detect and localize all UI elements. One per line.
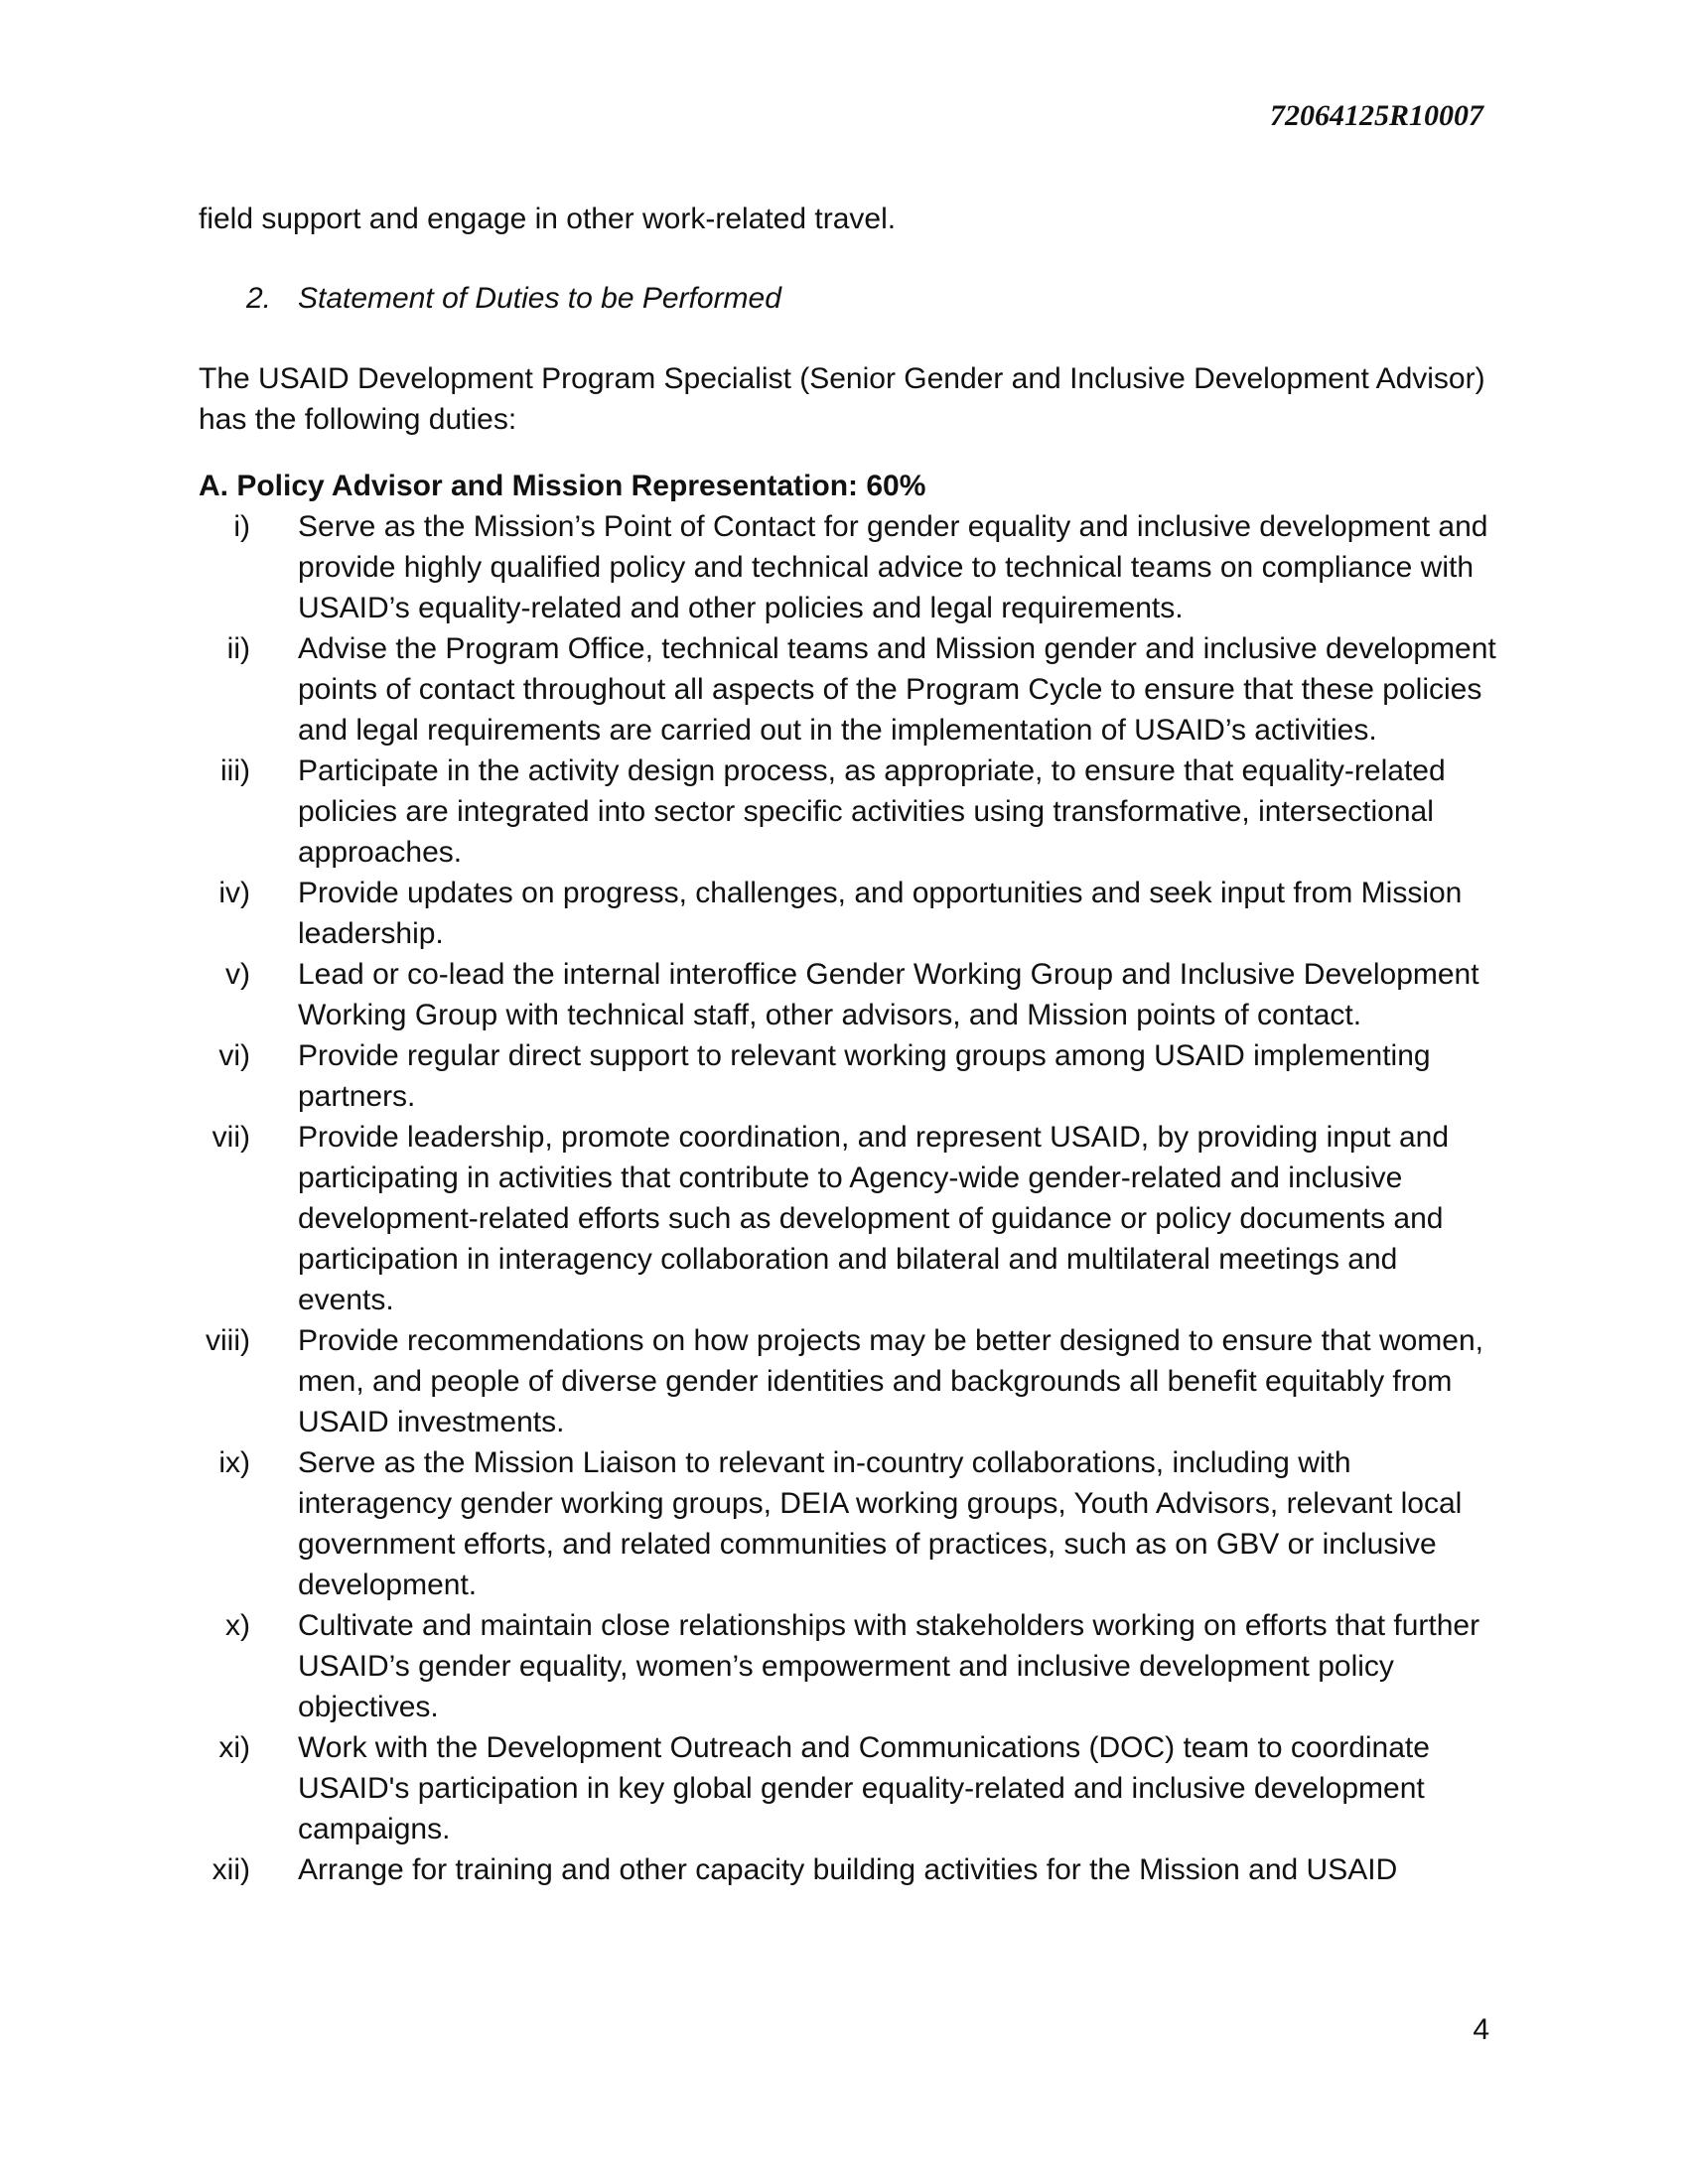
duty-text: Work with the Development Outreach and Communications (DOC) team to coordinate USAID's participation in key global gender equality-related and inclusive development campaigns. xyxy=(298,1731,1430,1845)
duty-numeral: ii) xyxy=(226,632,250,665)
section-number: 2. xyxy=(246,282,272,315)
duty-text: Arrange for training and other capacity building activities for the Mission and USAID xyxy=(298,1853,1398,1886)
duty-text: Serve as the Mission’s Point of Contact for gender equality and inclusive development and provide highly qualified policy and technical advice to technical teams on compliance with USAID’s equality-related and other policies and legal requirements. xyxy=(298,510,1488,624)
duty-item xyxy=(149,1442,1499,1605)
section-heading xyxy=(246,278,781,319)
duty-item xyxy=(149,954,1499,1035)
duty-numeral: i) xyxy=(233,510,250,543)
duty-text: Participate in the activity design process, as appropriate, to ensure that equality-related policies are integrated into sector specific activities using transformative, intersectional approaches. xyxy=(298,754,1446,869)
duty-numeral: v) xyxy=(225,958,250,991)
duty-text: Advise the Program Office, technical teams and Mission gender and inclusive development points of contact throughout all aspects of the Program Cycle to ensure that these policies and legal requirements are carried out in the implementation of USAID’s activities. xyxy=(298,632,1496,747)
duty-item xyxy=(149,1605,1499,1727)
duty-numeral: xi) xyxy=(218,1731,250,1764)
duty-numeral: vi) xyxy=(218,1039,250,1072)
document-reference-number: 72064125R10007 xyxy=(1269,99,1483,132)
duty-item xyxy=(149,1035,1499,1117)
lead-paragraph: The USAID Development Program Specialist (Senior Gender and Inclusive Development Advisor) has the following duties: xyxy=(199,362,1485,436)
duty-text: Lead or co-lead the internal interoffice Gender Working Group and Inclusive Development Working Group with technical staff, other advisors, and Mission points of contact. xyxy=(298,958,1479,1031)
duty-text: Cultivate and maintain close relationships with stakeholders working on efforts that further USAID’s gender equality, women’s empowerment and inclusive development policy objectives. xyxy=(298,1609,1480,1723)
duty-numeral: x) xyxy=(225,1609,250,1642)
duty-numeral: iv) xyxy=(218,877,250,909)
duty-item xyxy=(149,751,1499,873)
duties-list xyxy=(149,506,1499,1890)
intro-text: field support and engage in other work-related travel. xyxy=(199,203,897,235)
duty-numeral: iii) xyxy=(220,754,250,787)
duty-text: Serve as the Mission Liaison to relevant in-country collaborations, including with interagency gender working groups, DEIA working groups, Youth Advisors, relevant local government efforts, and related communities of practices, such as on GBV or inclusive development. xyxy=(298,1446,1463,1601)
duty-text: Provide leadership, promote coordination, and represent USAID, by providing input and participating in activities that contribute to Agency-wide gender-related and inclusive development-related efforts such as development of guidance or policy documents and participation in interagency collaboration and bilateral and multilateral meetings and events. xyxy=(298,1121,1450,1316)
duty-item xyxy=(149,628,1499,751)
duty-numeral: ix) xyxy=(218,1446,250,1479)
duty-numeral: vii) xyxy=(211,1121,250,1154)
duty-item xyxy=(149,1727,1499,1849)
duty-numeral: viii) xyxy=(206,1324,250,1357)
page-number: 4 xyxy=(1473,2013,1489,2046)
duty-item xyxy=(149,1117,1499,1320)
duty-item xyxy=(149,1320,1499,1442)
duty-numeral: xii) xyxy=(211,1853,250,1886)
duty-item xyxy=(149,873,1499,954)
section-title: Statement of Duties to be Performed xyxy=(298,282,781,315)
duty-text: Provide regular direct support to relevant working groups among USAID implementing partners. xyxy=(298,1039,1431,1113)
duty-item xyxy=(149,1849,1499,1890)
duty-text: Provide updates on progress, challenges, and opportunities and seek input from Mission leadership. xyxy=(298,877,1463,950)
subsection-heading: A. Policy Advisor and Mission Representation: 60% xyxy=(199,470,926,502)
duty-text: Provide recommendations on how projects may be better designed to ensure that women, men, and people of diverse gender identities and backgrounds all benefit equitably from USAID investments. xyxy=(298,1324,1483,1438)
duty-item xyxy=(149,506,1499,628)
